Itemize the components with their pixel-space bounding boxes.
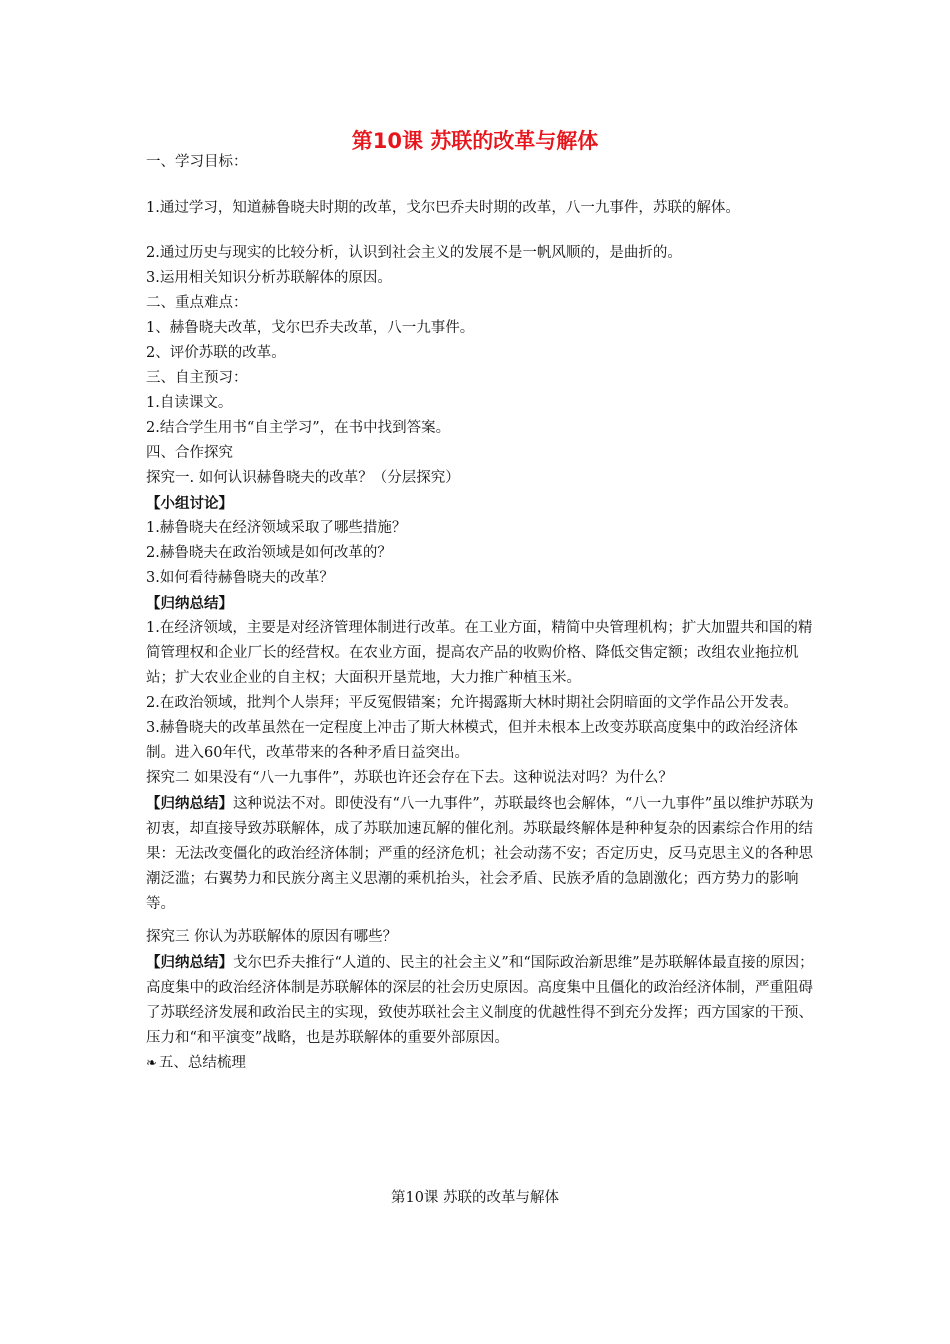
discussion-item-3: 3.如何看待赫鲁晓夫的改革？ bbox=[146, 570, 334, 586]
bird-icon: ❧ bbox=[146, 1056, 157, 1071]
footer-lesson-title: 第10课 苏联的改革与解体 bbox=[390, 1190, 560, 1206]
discussion-item-1: 1.赫鲁晓夫在经济领域采取了哪些措施？ bbox=[146, 520, 407, 536]
inquiry1-question: 探究一. 如何认识赫鲁晓夫的改革？（分层探究） bbox=[146, 470, 460, 486]
section-heading-preview: 三、自主预习： bbox=[146, 370, 248, 386]
key-point-1: 1、赫鲁晓夫改革，戈尔巴乔夫改革，八一九事件。 bbox=[146, 320, 475, 336]
document-body bbox=[146, 150, 816, 1076]
section5-heading-text: 五、总结梳理 bbox=[158, 1055, 246, 1071]
section-heading-key-points: 二、重点难点： bbox=[146, 295, 248, 311]
inquiry2-question: 探究二 如果没有“八一九事件”，苏联也许还会存在下去。这种说法对吗？为什么？ bbox=[146, 770, 673, 786]
inquiry1-summary-2: 2.在政治领域，批判个人崇拜；平反冤假错案；允许揭露斯大林时期社会阴暗面的文学作品公开发表。 bbox=[146, 695, 798, 711]
key-point-2: 2、评价苏联的改革。 bbox=[146, 345, 286, 361]
goal-item-1: 1.通过学习，知道赫鲁晓夫时期的改革，戈尔巴乔夫时期的改革，八一九事件，苏联的解体。 bbox=[146, 200, 740, 216]
section-heading-goals: 一、学习目标： bbox=[146, 154, 248, 170]
inquiry2-summary bbox=[146, 791, 816, 917]
goal-item-2: 2.通过历史与现实的比较分析，认识到社会主义的发展不是一帆风顺的，是曲折的。 bbox=[146, 245, 682, 261]
section-heading-inquiry: 四、合作探究 bbox=[146, 445, 233, 461]
section-heading-summary bbox=[146, 1051, 816, 1076]
inquiry3-summary-label: 【归纳总结】 bbox=[146, 954, 233, 971]
inquiry3-summary-text: 戈尔巴乔夫推行“人道的、民主的社会主义”和“国际政治新思维”是苏联解体最直接的原因；高度集中的政治经济体制是苏联解体的深层的社会历史原因。高度集中且僵化的政治经济体制，严重阻碍了苏联经济发展和政治民主的实现，致使苏联社会主义制度的优越性得不到充分发挥；西方国家的干预、压力和“和平演变”战略，也是苏联解体的重要外部原因。 bbox=[146, 955, 814, 1046]
preview-item-2: 2.结合学生用书“自主学习”，在书中找到答案。 bbox=[146, 420, 451, 436]
discussion-item-2: 2.赫鲁晓夫在政治领域是如何改革的？ bbox=[146, 545, 392, 561]
inquiry3-summary bbox=[146, 950, 816, 1051]
inquiry1-summary-3: 3.赫鲁晓夫的改革虽然在一定程度上冲击了斯大林模式，但并未根本上改变苏联高度集中的政治经济体制。进入60年代，改革带来的各种矛盾日益突出。 bbox=[146, 720, 798, 761]
inquiry2-summary-text: 这种说法不对。即使没有“八一九事件”，苏联最终也会解体，“八一九事件”虽以维护苏联为初衷，却直接导致苏联解体，成了苏联加速瓦解的催化剂。苏联最终解体是种种复杂的因素综合作用的结果：无法改变僵化的政治经济体制；严重的经济危机；社会动荡不安；否定历史，反马克思主义的各种思潮泛滥；右翼势力和民族分离主义思潮的乘机抬头，社会矛盾、民族矛盾的急剧激化；西方势力的影响等。 bbox=[146, 796, 814, 912]
preview-item-1: 1.自读课文。 bbox=[146, 395, 233, 411]
inquiry2-summary-label: 【归纳总结】 bbox=[146, 795, 233, 812]
inquiry3-question: 探究三 你认为苏联解体的原因有哪些？ bbox=[146, 929, 398, 945]
page-title: 第10课 苏联的改革与解体 bbox=[351, 129, 599, 153]
inquiry1-summary-label: 【归纳总结】 bbox=[146, 595, 233, 612]
discussion-label: 【小组讨论】 bbox=[146, 495, 233, 512]
inquiry1-summary-1: 1.在经济领域，主要是对经济管理体制进行改革。在工业方面，精简中央管理机构；扩大加盟共和国的精简管理权和企业厂长的经营权。在农业方面，提高农产品的收购价格、降低交售定额；改组农业拖拉机站；扩大农业企业的自主权；大面积开垦荒地，大力推广种植玉米。 bbox=[146, 620, 813, 686]
goal-item-3: 3.运用相关知识分析苏联解体的原因。 bbox=[146, 270, 392, 286]
